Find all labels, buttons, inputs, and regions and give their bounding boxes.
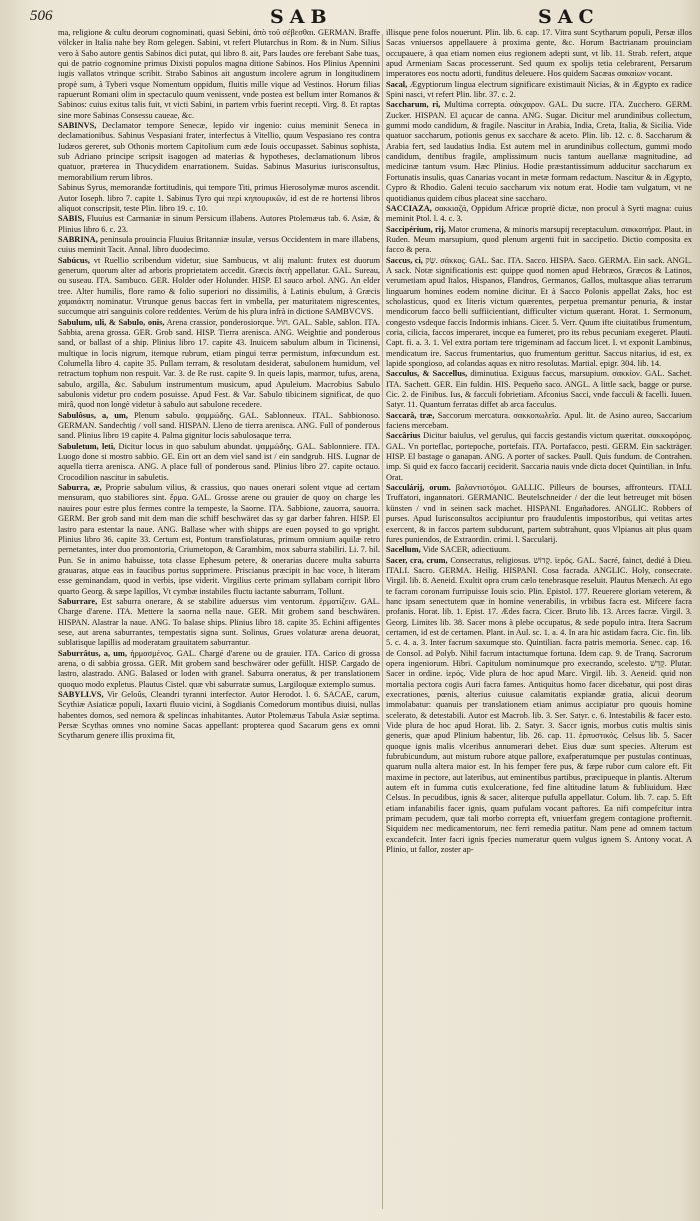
entry-text: ma, religione & cultu deorum cognominati, quasi Sebini, ἀπὸ τοῦ σέβεσθαι. GERMAN. Braffe völcker in Italia nahe bey Rom gelegen. Sabini, vt refert Plutarchus in Rom. & in Num. Silius vero à Sabo autore gentis Sabinos dici putat, qui libro 8. ait, Pars laudes ore ferebant Sabe tuas, qui de patrio cognomine primus Dixisti populos magna ditione Sabinos. Hos Plinius Apennini iugis vallatos vtrinque scribit. Strabo Sabinos ait angustum incolere agrum in longitudinem propè sum, à Tyberi vsque Nomentum oppidum, fluitis mille vique ad Vestinos. Horum filias rapuerunt Romani olim in spectaculo quum venissent, vnde postea est bellum inter Romanos & Sabinos: cuius exitus talis fuit, vt victi Sabini, in partem vrbis fuerint recepti. Virg. 8. Et raptas sine more Sabinas Consessu caueae, &c.	[58, 28, 380, 120]
entry-headword: Saburrare,	[58, 596, 98, 606]
entry-text: Proprie sabulum vilius, & crassius, quo naues onerari solent vtque ad certam mensuram, quo stabiliores sint. ἕρμα. GAL. Grosse arene ou grauier de quoy on charge les nauires pour estre plus fermes contre la tempeste, la Saorne. ITA. Sabbione, zauorra, sauorra. GERM. Ber grob sand mit dem man die schiff beschwäret das sy gar darber fahren. HISP. El lastro para estentar la naue. ANG. Ballase wher with shipps are euen poysed to go vpright. Plinius libro 36. capite 33. Certum est, Pontum transfiolaturas, primum omnium aquilæ retro pernetantes, inter duo promontoria, Criumetopon, & Carambim, mox saburra stabiliri. Li. 7. hil. Pun. Se in animo habuisse, tota classe Ephesum petere, & onerarias ducere multa saburra grauaras, atque eas in faucibus portus supprimere. Priscianus præcipit in hac voce, h literam esse geminandam, quod in verbis, ipse viderit. Virgilius certe primam syllabam corripit libro quarto Georg. & sæpe lapillos, Vt cymbæ instabiles fluctu iactante saburram, Tollunt.	[58, 483, 380, 596]
dictionary-entry	[58, 235, 380, 256]
dictionary-entry	[386, 556, 692, 856]
entry-text: Consecratus, religiosus. קָדוֹשׁ. ἱερός. GAL. Sacré, fainct, dedié à Dieu. ITALI. Sacro. GERMA. Heilig. HISPANI. Cosa facrada. ANGLIC. Holy, consecrate. Virgil. lib. 8. Aeneid. Exultit opra crum cælo tenebrasque reseluit. Plautus Menæch. At ego te facram coronam furripuisse Iouis scio. Plin. Epistol. 177. Reuerere gloriam veterem, & hanc ipsam senectutem quæ in homine venerabilis, in vrbibus facra est. Mifcere facra profanis. Horat. lib. 1. Epist. 17. Ædes facra. Cicer. Bruto lib. 13. Arces facræ. Virgil. 3. Georg. Limites lib. 38. Sacer mons à plebe occupatus, & sede populo intra. Itera Sacrum certamen, id est de certamen. Plant. in Aul. sc. 1. a. 4. In ara hic astidam facra. Cic. fin. lib. 5. c. 4. a. 3. Inter facrum saxumque sto. Quintilian. facra patris memoria. Senec. cap. 16. de Consol. ad Polyb. Nihil facrum intactumque fortuna. Idem cap. 9. de Tranq. Sacrorum opera ingeniorum. Hibri. Capitulum nominumque pro execrando, scelesto. קֶדֵשׁ. Plutar. Sacer in ordine. ἱερός. Vide plura de hoc apud Marc. Virgil. lib. 3. Aeneid. quid non mortalia pectora cogis Auri facra fames. Antiquitus homo facer dicebatur, qui post diras execrationes, pœnis, alterius cuiusue calamitatis expiandæ gratia, alicui deorum immolabatur: quanuis per translationem etiam animus accipiatur pro quouis homine scelerato, & detestabili. Autor est Macrob. lib. 3. Ser. Satyr. c. 6. Intestabilis & facer esto. Vide plura de hoc apud Horat. lib. 2. Satyr. 3. Saccr ignis, morbus cutis multis sinis generis, quæ apud Plinium habentur, lib. 26. cap. 11. ἑρπυστικός. Celsus lib. 5. Sacer quoque ignis malis vlceribus annumerari debet. Eius duæ sunt species. Alterum est fubrubicundum, aut mistum rubore atque pallore, exafperatumque per pustulas continuas, quarum nulla altera maior est. In his femper fere pus, & fæpe rubor cum calore eft. Fit maxime in pectore, aut lateribus, aut eminentibus partibus, præcipueque in plantis. Alterum autem eft in fumma cutis exulceratione, fed fine altitudine latum & fubliuidum. Hæc Celsus. In pecudibus, ignis & sacer, aliterque pufulla appellatur. Colum. lib. 7. cap. 5. Eft etiam infanabilis facer ignis, quam pufulam vocant paftores. Ea nifi compefcitur intra primam pecudem, quæ tali morbo correpta eft, vniuerfam gregem contagione profternit. Siquidem nec medicamentorum, nec ferri remedia patitur. Nam pene ad omnem tactum excandefcit. Inter facri ignis fpecies numeratur quem vulgus ignem S. Antony vocat. A Plinio, ut fallor, zoster ap-	[386, 555, 692, 855]
entry-text: שַׂק. σάκκος. GAL. Sac. ITA. Sacco. HISPA. Saco. GERMA. Ein sack. ANGL. A sack. Notæ significationis est: quippe quod nomen apud Hebræos, Græcos & Latinos, verumetiam apud Italos, Hispanos, Flandros, Germanos, Gallos, multasque alias terrarum linguarum homines eodem nomine dicitur. Et à Sacco Polonis appellat Zaks, hoc est scholasticus, quod ex literis victum quærentes, perpetua premantur penuria, & instar mendicorum facco belli suffiicientiant, difficulter victum quærant. Horat. 1. Sermonum, congesto vsdeque faccis Indormis inhians. Cicer. 5. Verr. Quum ifte ciuitatibus frumentum, coria, cilicia, faccos imperaret, incque ea fumeret, pro its rebus pecuniam exegeret. Plauti. Capt. fi. a. 3. 1. Vel extra portam tere trigeminam ad faccum licet. I. vt exponit Lambinus, mendicatum ire. Saccus frumentarius, quo frumentum gerittur. Saccus nitarius, id est, ex lapide spongioso, ad colandas aquas ex nitro resolutas. Martial. epigr. 304. lib. 14.	[386, 255, 692, 368]
column-divider	[382, 34, 383, 1209]
entry-headword: Saccus, ci,	[386, 255, 423, 265]
dictionary-entry	[58, 121, 380, 183]
dictionary-entry	[386, 256, 692, 370]
dictionary-entry	[386, 545, 692, 555]
dictionary-entry	[58, 214, 380, 235]
entry-headword: Sabulum, uli, & Sabulo, onis,	[58, 317, 165, 327]
dictionary-entry	[386, 204, 692, 225]
entry-text: Dicitur baiulus, vel gerulus, qui faccis gestandis victum quæritat. σακκοφόρος. GAL. Vn porteflac, portepoche, portefais. ITA. Portafacco, pesti. GERM. Ein sackträger. HISP. El bastage o ganapan. ANG. A porter of sackes. Paull. Quis fundum. de Contrahen. imp. Si quid ex facco faccarij ceciderit. Saccaria nauis vnde dicta docet Quintilian. in Infu. Orat.	[386, 431, 692, 482]
entry-headword: Saccarâ, træ,	[386, 410, 435, 420]
entry-headword: Sabuletum, leti,	[58, 441, 116, 451]
dictionary-entry	[386, 369, 692, 410]
entry-text: ἠρμασμένος. GAL. Chargé d'arene ou de grauier. ITA. Carico di grossa arena, o di sabbia grossa. GER. Mit grobem sand beschwärer oder gefüllt. HISP. Cargado de lastro, alastrado. ANG. Balased or loden with granel. Saburra oneratus, & per translationem quoquo modo expletus. Plautus Cistel. quæ vbi saburratæ sumus, Largiloquæ extemplo sumus.	[58, 648, 380, 689]
entry-text: Sabinus Syrus, memorandæ fortitudinis, qui tempore Titi, primus Hierosolymæ muros ascendit. Autor Ioseph. libro 7. capite 1. Sabinus Tyro qui περὶ κηπουρικῶν, id est de re hortensi libros aliquot conscripsit, teste Plin. libro 19. c. 10.	[58, 183, 380, 213]
entry-text: Multima correpta. σάκχαρον. GAL. Du sucre. ITA. Zucchero. GERM. Zucker. HISPAN. El açucar de canna. ANG. Sugar. Dicitur mel arundinibus collectum, gummi modo candidum, & fragile. Nascitur in Arabia, India, Creta, Italia, & Sicilia. Vide quatuor saccharum, potionis genus ex sacchare & aceto. Plin. lib. 12. c. 8. Saccharum & Arabia fert, sed laudatius India. Est autem mel in arundinibus collectum, gummi modo candidum, dentibus fragile, amplissimum nucis tantum auellanæ magnitudine, ad medicinæ tantum vsum. Hæc Plinius. Hodie præstantissimum adducitur saccharum ex Fortunatis insulis, quas Canarias vocant in metæ formam redactum. Nascitur & in Ægypto, Cypro & Rhodio. Galeni tecuio saccharum vix notum erat. Hodie tam vulgatum, vt ne quotidianus quidem cibus placeat sine saccharo.	[386, 100, 692, 203]
entry-headword: Sabulôsus, a, um,	[58, 410, 128, 420]
dictionary-entry	[386, 411, 692, 432]
dictionary-entry	[58, 411, 380, 442]
entry-text: Fluuius est Carmaniæ in sinum Persicum illabens. Autores Ptolemæus tab. 6. Asiæ, & Plinius libro 6. c. 23.	[58, 214, 380, 234]
entry-text: diminutiua. Exiguus faccus, marsupium. σακκίον. GAL. Sachet. ITA. Sachett. GER. Ein fuldin. HIS. Pequeño saco. ANGL. A little sack, bagge or purse. Cic. 2. de Finibus. Ius, & facculi fobrietiam. Afconius Sacci, vnde facculi & facelli. Iuuen. Satyr. 11. Quantum ferratas diffet ab arca facculus.	[386, 369, 692, 410]
dictionary-entry	[58, 649, 380, 690]
dictionary-entry	[58, 256, 380, 318]
entry-text: Saccorum mercatura. σακκοπωλεῖα. Apul. lit. de Asino aureo, Saccarium faciens mercebam.	[386, 410, 692, 431]
entry-headword: Sabúcus,	[58, 255, 90, 265]
running-head	[30, 6, 686, 28]
entry-text: Declamator tempore Senecæ, lepido vir ingenio: cuius meminit Seneca in declamationibus. Sabinus Vespasiani frater, interfectus à Vitellio, quum Vespasiano res contra Iudæos gereret, sub Othonis mortem Capitolium cum æde Iouis occupasset. Sabinus sophista, sub Adriano principe scripsit isagogen ad materias & hypotheses, declamationum libros quatuor, præterea in Thucydidem enarrationem. Suidas. Sabinus Masurius iurisconsultus, memorabilium rerum libros.	[58, 121, 380, 182]
right-column	[386, 28, 692, 1214]
dictionary-entry	[58, 183, 380, 214]
dictionary-entry	[386, 100, 692, 203]
entry-headword: SABINVS,	[58, 121, 97, 131]
entry-text: Vir Geloûs, Cleandri tyranni interfector. Autor Herodot. l. 6. SACAE, carum, Scythiæ Asiaticæ populi, Iaxarti fluuio vicini, à Sogdianis Comedorum montibus diuisi, nullas habentes domos, sed nemora & spelincas inhabitantes. Autor Ptolemæus Tabula Asiæ septima. Persæ Scythas omnes vno nomine Sacas appellant: propterea quod Sacarum gens ex omni Scytharum genere illis proxima fit,	[58, 690, 380, 741]
entry-headword: Saccârius	[386, 431, 421, 441]
entry-headword: SABYLLVS,	[58, 690, 104, 699]
entry-text: Dicitur locus in quo sabulum abundat. ψαμμώδης. GAL. Sablonniere. ITA. Luogo done si mostro sabbio. GE. Ein ort an dem viel sand ist / ein sandgrub. HIS. Lugnar de aquella tierra arenisca. ANG. A place full of ponderous sand. Plinius libro 27. capite octauo. Crocodilion nascitur in sabuletis.	[58, 441, 380, 482]
entry-text: vt Ruellio scribendum videtur, siue Sambucus, vt alij malunt: frutex est duorum generum, quorum alter ad arboris proprietatem accedit. Græcis ἀκτὴ appellatur. GAL. Sureau, ou suseau. ITA. Sambuco. GER. Holder oder Holunder. HISP. El sauco arbol. ANG. An elder tree. Alter humilis, flore ramo & folio superiori no dissimilis, à Latinis ebulum, à Græcis χαμαιάκτη nominatur. Vtrunque genus baccas fert in vmbella, per maturitatem nigrescentes, succumque atri sanguinis colore reddentes. Verùm de his plura infrà in dictione SAMBVCVS.	[58, 255, 380, 317]
entry-headword: Sacal,	[386, 79, 408, 89]
dictionary-entry	[58, 28, 380, 121]
dictionary-entry	[58, 442, 380, 483]
entry-headword: Sacellum,	[386, 545, 421, 555]
left-running-head: SAB	[270, 6, 333, 28]
entry-headword: Sacculus, & Saccellus,	[386, 369, 468, 379]
entry-headword: Sacer, cra, crum,	[386, 555, 448, 565]
right-running-head: SAC	[538, 6, 600, 28]
dictionary-entry	[386, 225, 692, 256]
dictionary-entry	[58, 318, 380, 411]
entry-headword: SABIS,	[58, 214, 85, 224]
entry-headword: SACCIAZA,	[386, 203, 432, 213]
entry-text: Est saburra onerare, & se stabilire aduersus vim ventorum. ἑρματίζειν. GAL. Charge d'arene. ITA. Mettere la saorna nella naue. GER. Mit grobem sand beschwären. HISPAN. Alastrar la naue. ANG. To balase ships. Plinius libro 18. capite 35. Echini affigentes sese, aut arena saburrantes, tempestatis signa sunt. Solinus, Grues volaturæ arena deuorat, sublatisque lapillis ad moderatam grauitatem saburrantur.	[58, 596, 380, 648]
entry-text: Arena crassior, ponderosiorque. חוֹל. GAL. Sable, sablon. ITA. Sabbia, arena grossa. GER. Grob sand. HISP. Tierra arenisca. ANG. Weightie and ponderous sand, or ballast of a ship. Plinius libro 17. capite 43. Inuicem sabulum album in Ticinensi, multique in locis nigrum, itemque rubrum, etiam pingui terræ permistum, infœcundum est. Columella libro 4. capite 35. Pullam terram, & resolutam desiderat, sabulonem humidum, vel retractum tophum non respuit. Var. 3. de Re rust. capite 9. In queis lapis, marmor, tufus, arena, sabulo, argilla, &c. Sabulum instrumentum musicum, apud Apuleium. Macrobius Sabulo sabulonis videtur pro codem posuisse. Apud Fest. & Var. Sabulo tibicinem significat, de quo mirâ, quod non longè videtur à sabulo aut sabulone recedere.	[58, 317, 380, 410]
entry-text: Plenum sabulo. ψαμμώδης. GAL. Sablonneux. ITAL. Sabbionoso. GERMAN. Sandechtig / voll sand. HISPAN. Lleno de tierra arenisca. ANG. Full of ponderous sand. Plinius libro 19 capite 4. Palma gignitur locis sabulosaque terra.	[58, 410, 380, 441]
entry-headword: Saccipérium, rij,	[386, 224, 446, 234]
entry-text: illisque pene folos nouerunt. Plin. lib. 6. cap. 17. Vitra sunt Scytharum populi, Persæ illos Sacas vniuersos appellauere à proxima gente, &c. Horum Bactrianam prouinciam occupauere, à qua etiam nomen eius regionem adepti sunt, vt lib. 11. Strab. refert, atque apud Armeniam Sacas processerunt. Sed quum ex spolijs tetia celebrarent, Persarum imperatores eos noctu adorti, funditus deleuere. Hos quidem Sacæas σακαίων vocant.	[386, 28, 692, 79]
entry-text: σακκιαζά, Oppidum Africæ propriè dictæ, non procul à Syrti magna: cuius meminit Ptol. l. 4. c. 3.	[386, 203, 692, 224]
dictionary-entry	[386, 431, 692, 483]
left-column	[58, 28, 380, 1214]
entry-text: Vide SACER, adiectiuum.	[422, 545, 511, 555]
dictionary-entry	[386, 28, 692, 80]
entry-headword: Saburrâtus, a, um,	[58, 648, 128, 658]
dictionary-entry	[58, 597, 380, 649]
page-number: 506	[30, 8, 53, 24]
entry-headword: SABRINA,	[58, 234, 98, 244]
entry-text: peninsula prouincia Fluuius Britanniæ insulæ, versus Occidentem in mare illabens, cuius meminit Tacit. Annal. libro duodecimo.	[58, 234, 380, 255]
dictionary-entry	[58, 690, 380, 742]
entry-text: Ægyptiorum lingua electrum significare existimauit Nicias, & in Ægypto ex radice Spini nasci, vt refert Plin. libr. 37. c. 2.	[386, 79, 692, 100]
dictionary-entry	[386, 483, 692, 545]
entry-text: Mator crumena, & minoris marsupij receptaculum. σακκοπήρα. Plaut. in Ruden. Meum marsupium, quod plenum argenti fuit in saccipetio. Dictio composita ex facco & pera.	[386, 224, 692, 255]
entry-text: βαλαντιοτόμοι. GALLIC. Pilleurs de bourses, affronteurs. ITALI. Truffatori, ingannatori. GERMANIC. Beutelschneider / der die leut betreuget mit bösen künsten / vnd in seinen sack machet. HISPANI. Engañadores. ANGLIC. Robbers of purses. Apud Iurisconsultos accipiuntur pro fraudulentis impostoribus, qui vetitas artes exercent, & in faccos partem subducunt, partem subtrahunt, quos Vlpianus ait plus quam fures puniendos, de Extraordin. crimi. l. Saccularij.	[386, 483, 692, 544]
entry-headword: Saccharum, ri,	[386, 100, 441, 110]
dictionary-entry	[58, 483, 380, 597]
dictionary-entry	[386, 80, 692, 101]
entry-headword: Sacculárij, orum.	[386, 483, 451, 493]
entry-headword: Saburra, æ,	[58, 483, 102, 493]
